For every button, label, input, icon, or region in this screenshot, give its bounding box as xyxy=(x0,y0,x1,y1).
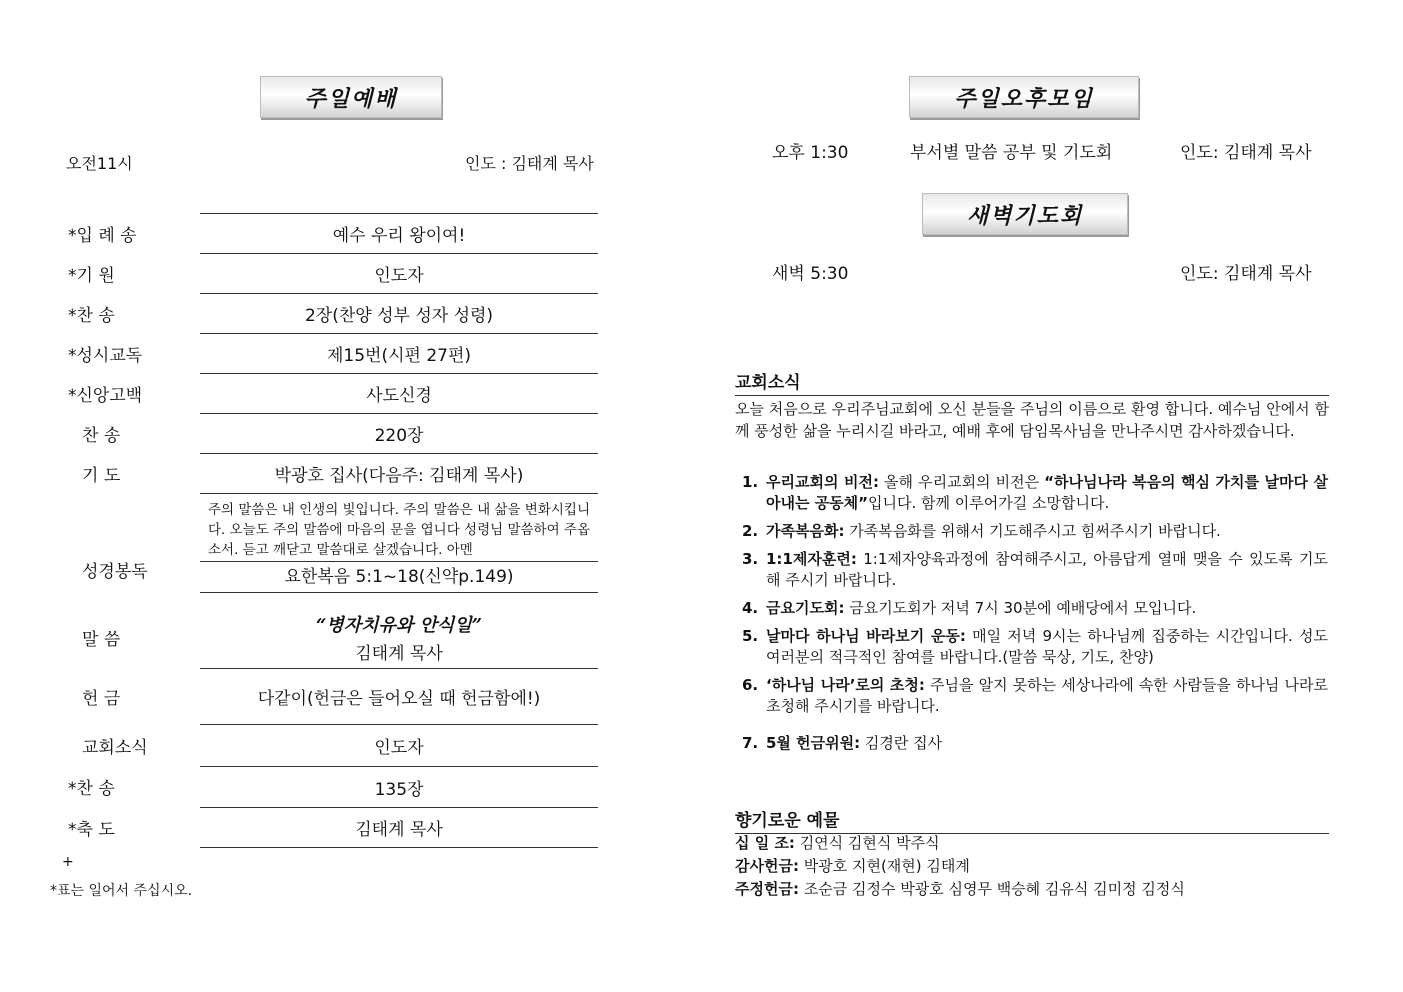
list-item xyxy=(742,733,1328,754)
order-label: 헌 금 xyxy=(82,688,121,709)
item-number: 2. xyxy=(742,522,759,540)
offering-names: 김연식 김현식 박주식 xyxy=(794,834,940,852)
order-label: *입 례 송 xyxy=(68,225,137,246)
afternoon-time: 오후 1:30 xyxy=(772,143,849,163)
church-news-list xyxy=(742,472,1328,761)
item-heading: ‘하나님 나라’로의 초청: xyxy=(766,676,925,694)
order-value: 예수 우리 왕이여! xyxy=(200,213,598,253)
order-row-offering xyxy=(56,668,598,724)
order-value: 인도자 xyxy=(200,253,598,293)
order-label: *찬 송 xyxy=(68,305,115,326)
order-label: *성시교독 xyxy=(68,345,143,366)
order-value: 김태계 목사 xyxy=(200,807,598,848)
item-number: 3. xyxy=(742,550,759,568)
order-label: 찬 송 xyxy=(82,425,121,446)
list-item xyxy=(742,598,1328,619)
order-value: 135장 xyxy=(200,766,598,807)
offering-label: 감사헌금: xyxy=(735,857,799,875)
order-row-prayer xyxy=(56,453,598,493)
offering-heading: 향기로운 예물 xyxy=(735,806,1329,834)
afternoon-leader: 인도: 김태계 목사 xyxy=(1180,143,1312,163)
item-text: 주님을 알지 못하는 세상나라에 속한 사람들을 하나님 나라로 초청해 주시기를 바랍니다. xyxy=(766,676,1328,715)
plus-mark: + xyxy=(62,854,74,870)
sunday-worship-title: 주일예배 xyxy=(260,76,442,118)
item-heading: 1:1제자훈련: xyxy=(766,550,857,568)
offering-names: 박광호 지현(재현) 김태계 xyxy=(798,857,970,875)
order-label: *축 도 xyxy=(68,820,115,840)
list-item xyxy=(742,675,1328,717)
offering-row-weekly xyxy=(735,879,1185,900)
offering-names: 조순금 김정수 박광호 심영무 백승혜 김유식 김미정 김정식 xyxy=(798,880,1185,898)
order-label: 기 도 xyxy=(82,465,121,486)
order-value: 다같이(헌금은 들어오실 때 헌금함에!) xyxy=(200,668,598,724)
item-text: 김경란 집사 xyxy=(860,734,943,752)
order-label: 성경봉독 xyxy=(82,561,148,582)
item-text: 매일 저녁 9시는 하나님께 집중하는 시간입니다. 성도 여러분의 적극적인 참여를 바랍니다.(말씀 묵상, 기도, 찬양) xyxy=(766,627,1328,666)
item-number: 6. xyxy=(742,676,759,694)
dawn-time: 새벽 5:30 xyxy=(772,264,849,284)
order-value: 박광호 집사(다음주: 김태계 목사) xyxy=(200,453,598,493)
offering-row-tithe xyxy=(735,833,940,854)
item-tail: 입니다. 함께 이루어가길 소망합니다. xyxy=(868,494,1110,512)
scripture-prayer-text: 주의 말씀은 내 인생의 빛입니다. 주의 말씀은 내 삶을 변화시킵니다. 오늘도 주의 말씀에 마음의 문을 엽니다 성령님 말씀하여 주옵소서. 듣고 깨닫고 말씀대로 살겠습니다. 아멘 xyxy=(208,502,590,558)
order-label: *찬 송 xyxy=(68,779,115,799)
order-value: 220장 xyxy=(200,413,598,453)
order-value: 사도신경 xyxy=(200,373,598,413)
order-row-sermon xyxy=(56,606,598,668)
list-item xyxy=(742,549,1328,591)
order-row-hymn-1 xyxy=(56,293,598,333)
order-label: *신앙고백 xyxy=(68,385,143,406)
afternoon-meeting-title: 주일오후모임 xyxy=(909,76,1139,118)
afternoon-description: 부서별 말씀 공부 및 기도회 xyxy=(910,143,1113,163)
item-text: 금요기도회가 저녁 7시 30분에 예배당에서 모입니다. xyxy=(844,599,1197,617)
scripture-passage: 요한복음 5:1~18(신약p.149) xyxy=(200,561,598,592)
church-news-heading: 교회소식 xyxy=(735,368,1329,396)
item-bold: “하나님나라 복음의 핵심 가치를 날마다 살아내는 공동체” xyxy=(766,473,1328,512)
order-row-hymn-2 xyxy=(56,413,598,453)
item-text: 가족복음화를 위해서 기도해주시고 힘써주시기 바랍니다. xyxy=(844,522,1221,540)
order-row-announcements xyxy=(56,724,598,766)
order-value: 인도자 xyxy=(200,724,598,766)
order-row-hymn-3 xyxy=(56,766,598,807)
order-label: 교회소식 xyxy=(82,737,148,758)
order-of-service-2 xyxy=(56,668,598,848)
order-of-service xyxy=(56,213,598,645)
sermon-preacher: 김태계 목사 xyxy=(355,644,443,664)
church-news-intro: 오늘 처음으로 우리주님교회에 오신 분들을 주님의 이름으로 환영 합니다. 예수님 안에서 함께 풍성한 삶을 누리시길 바라고, 예배 후에 담임목사님을 만나주시면 감사하겠습니다. xyxy=(735,400,1329,440)
order-row-invocation xyxy=(56,253,598,293)
order-row-entrance xyxy=(56,213,598,253)
list-item xyxy=(742,521,1328,542)
order-row-creed xyxy=(56,373,598,413)
item-text: 올해 우리교회의 비전은 xyxy=(878,473,1045,491)
order-label: 말 씀 xyxy=(82,629,121,650)
item-number: 4. xyxy=(742,599,759,617)
order-value: 제15번(시편 27편) xyxy=(200,333,598,373)
sermon-title: “병자치유와 안식일” xyxy=(315,615,483,636)
list-item xyxy=(742,626,1328,668)
offering-row-thanksgiving xyxy=(735,856,970,877)
item-heading: 금요기도회: xyxy=(766,599,845,617)
worship-time: 오전11시 xyxy=(66,154,133,173)
item-number: 5. xyxy=(742,627,759,645)
order-label: *기 원 xyxy=(68,265,115,286)
order-row-responsive-reading xyxy=(56,333,598,373)
item-heading: 날마다 하나님 바라보기 운동: xyxy=(766,627,966,645)
item-heading: 가족복음화: xyxy=(766,522,845,540)
offering-label: 주정헌금: xyxy=(735,880,799,898)
item-heading: 우리교회의 비전: xyxy=(766,473,879,491)
item-heading: 5월 헌금위원: xyxy=(766,734,861,752)
order-value: 2장(찬양 성부 성자 성령) xyxy=(200,293,598,333)
dawn-prayer-title: 새벽기도회 xyxy=(922,193,1128,235)
item-text: 1:1제자양육과정에 참여해주시고, 아름답게 열매 맺을 수 있도록 기도해 주시기 바랍니다. xyxy=(766,550,1328,589)
item-number: 7. xyxy=(742,734,759,752)
order-row-benediction xyxy=(56,807,598,848)
list-item xyxy=(742,472,1328,514)
worship-leader: 인도 : 김태계 목사 xyxy=(465,154,594,173)
offering-label: 십 일 조: xyxy=(735,834,795,852)
standing-footnote: *표는 일어서 주십시오. xyxy=(50,883,193,899)
dawn-leader: 인도: 김태계 목사 xyxy=(1180,264,1312,284)
item-number: 1. xyxy=(742,473,759,491)
